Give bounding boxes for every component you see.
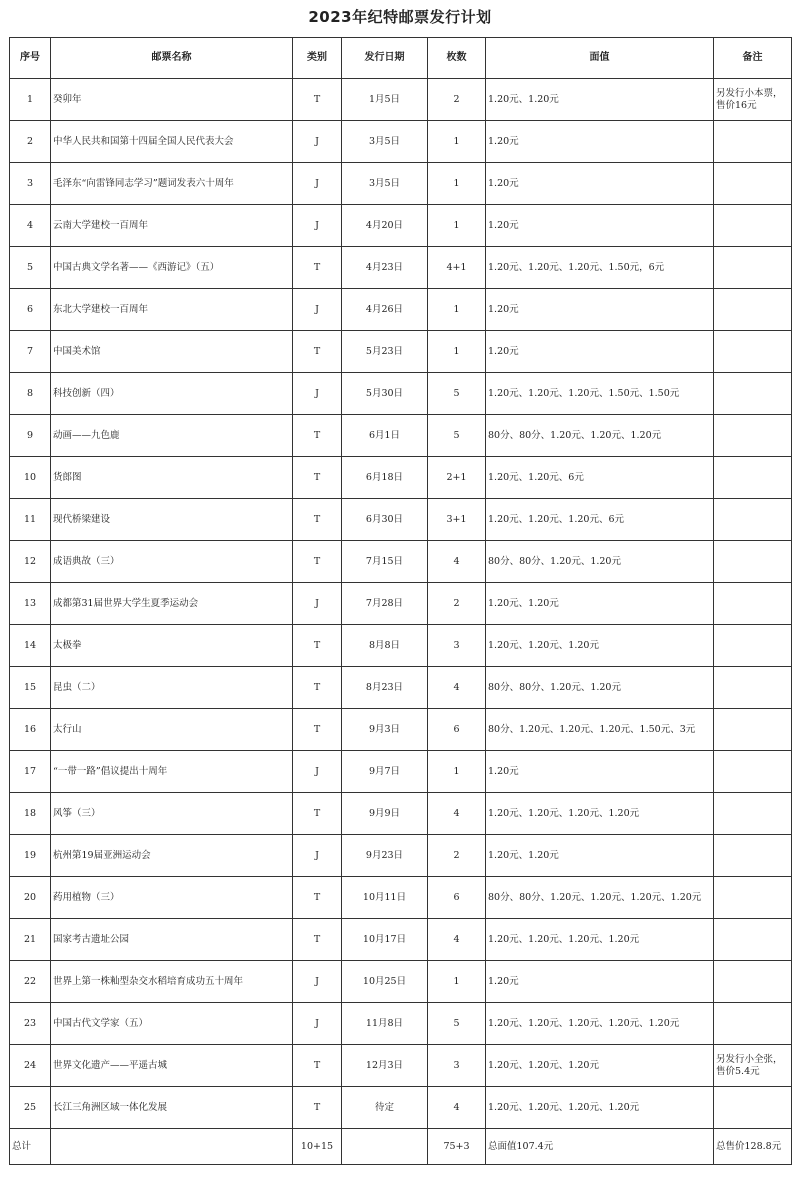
cell-issue-date: 4月23日 (342, 247, 428, 289)
cell-face-value: 1.20元、1.20元、1.20元、1.50元，6元 (486, 247, 714, 289)
cell-category: T (293, 499, 342, 541)
cell-category: J (293, 1003, 342, 1045)
cell-category: T (293, 331, 342, 373)
cell-remarks (714, 667, 792, 709)
cell-serial: 2 (10, 121, 51, 163)
cell-stamp-name: 货郎图 (51, 457, 293, 499)
cell-category: J (293, 373, 342, 415)
cell-remarks (714, 709, 792, 751)
cell-face-value: 1.20元 (486, 289, 714, 331)
table-row (10, 793, 792, 835)
cell-stamp-name: 世界文化遗产——平遥古城 (51, 1045, 293, 1087)
cell-serial: 13 (10, 583, 51, 625)
cell-serial: 25 (10, 1087, 51, 1129)
cell-count: 6 (428, 709, 486, 751)
cell-count: 5 (428, 1003, 486, 1045)
cell-issue-date: 4月20日 (342, 205, 428, 247)
cell-stamp-name: 成都第31届世界大学生夏季运动会 (51, 583, 293, 625)
cell-face-value: 1.20元、1.20元 (486, 835, 714, 877)
cell-remarks (714, 583, 792, 625)
cell-serial: 12 (10, 541, 51, 583)
cell-issue-date: 待定 (342, 1087, 428, 1129)
cell-stamp-name: 长江三角洲区域一体化发展 (51, 1087, 293, 1129)
table-row (10, 1003, 792, 1045)
cell-category: T (293, 457, 342, 499)
cell-face-value: 80分、1.20元、1.20元、1.20元、1.50元、3元 (486, 709, 714, 751)
cell-category: T (293, 79, 342, 121)
cell-category: J (293, 163, 342, 205)
cell-stamp-name: 药用植物（三） (51, 877, 293, 919)
header-face-value: 面值 (486, 38, 714, 79)
cell-face-value: 1.20元、1.20元、1.20元、1.20元 (486, 919, 714, 961)
total-date (342, 1129, 428, 1165)
cell-serial: 1 (10, 79, 51, 121)
cell-count: 3+1 (428, 499, 486, 541)
cell-category: J (293, 961, 342, 1003)
cell-category: T (293, 667, 342, 709)
cell-stamp-name: 中国美术馆 (51, 331, 293, 373)
table-row (10, 583, 792, 625)
table-row (10, 79, 792, 121)
cell-face-value: 1.20元 (486, 331, 714, 373)
table-row (10, 961, 792, 1003)
cell-serial: 16 (10, 709, 51, 751)
cell-face-value: 1.20元、1.20元、1.20元、1.20元、1.20元 (486, 1003, 714, 1045)
table-row (10, 247, 792, 289)
cell-face-value: 1.20元、1.20元、1.20元、1.50元、1.50元 (486, 373, 714, 415)
cell-face-value: 80分、80分、1.20元、1.20元 (486, 541, 714, 583)
cell-face-value: 1.20元、1.20元 (486, 583, 714, 625)
cell-face-value: 1.20元 (486, 205, 714, 247)
cell-category: J (293, 583, 342, 625)
table-row (10, 751, 792, 793)
total-face-value: 总面值107.4元 (486, 1129, 714, 1165)
table-row (10, 457, 792, 499)
cell-serial: 15 (10, 667, 51, 709)
cell-serial: 19 (10, 835, 51, 877)
cell-stamp-name: 太极拳 (51, 625, 293, 667)
cell-category: T (293, 877, 342, 919)
cell-remarks (714, 877, 792, 919)
cell-count: 2+1 (428, 457, 486, 499)
cell-remarks (714, 1003, 792, 1045)
cell-face-value: 1.20元、1.20元、1.20元、1.20元 (486, 1087, 714, 1129)
table-row (10, 415, 792, 457)
cell-category: J (293, 835, 342, 877)
cell-stamp-name: 中华人民共和国第十四届全国人民代表大会 (51, 121, 293, 163)
header-count: 枚数 (428, 38, 486, 79)
cell-count: 1 (428, 751, 486, 793)
cell-remarks (714, 625, 792, 667)
cell-serial: 23 (10, 1003, 51, 1045)
cell-face-value: 1.20元、1.20元、1.20元、1.20元 (486, 793, 714, 835)
cell-issue-date: 9月3日 (342, 709, 428, 751)
cell-remarks (714, 457, 792, 499)
header-stamp-name: 邮票名称 (51, 38, 293, 79)
cell-face-value: 1.20元 (486, 121, 714, 163)
cell-issue-date: 5月23日 (342, 331, 428, 373)
cell-face-value: 80分、80分、1.20元、1.20元、1.20元、1.20元 (486, 877, 714, 919)
header-serial: 序号 (10, 38, 51, 79)
cell-remarks (714, 205, 792, 247)
header-issue-date: 发行日期 (342, 38, 428, 79)
cell-count: 1 (428, 961, 486, 1003)
cell-remarks (714, 121, 792, 163)
cell-stamp-name: 昆虫（二） (51, 667, 293, 709)
table-row (10, 331, 792, 373)
cell-stamp-name: 东北大学建校一百周年 (51, 289, 293, 331)
cell-remarks (714, 835, 792, 877)
cell-stamp-name: 毛泽东“向雷锋同志学习”题词发表六十周年 (51, 163, 293, 205)
table-row (10, 121, 792, 163)
cell-category: J (293, 751, 342, 793)
cell-face-value: 1.20元、1.20元 (486, 79, 714, 121)
header-remarks: 备注 (714, 38, 792, 79)
cell-serial: 4 (10, 205, 51, 247)
cell-issue-date: 3月5日 (342, 163, 428, 205)
cell-remarks (714, 751, 792, 793)
cell-category: J (293, 205, 342, 247)
cell-category: T (293, 625, 342, 667)
cell-stamp-name: 科技创新（四） (51, 373, 293, 415)
cell-serial: 22 (10, 961, 51, 1003)
cell-count: 4 (428, 667, 486, 709)
cell-issue-date: 6月1日 (342, 415, 428, 457)
cell-serial: 24 (10, 1045, 51, 1087)
cell-issue-date: 9月7日 (342, 751, 428, 793)
table-row (10, 1087, 792, 1129)
cell-remarks (714, 961, 792, 1003)
cell-serial: 11 (10, 499, 51, 541)
cell-serial: 3 (10, 163, 51, 205)
cell-category: T (293, 247, 342, 289)
cell-count: 2 (428, 79, 486, 121)
table-row (10, 667, 792, 709)
table-row (10, 625, 792, 667)
cell-stamp-name: 世界上第一株籼型杂交水稻培育成功五十周年 (51, 961, 293, 1003)
cell-count: 1 (428, 163, 486, 205)
cell-serial: 8 (10, 373, 51, 415)
cell-count: 5 (428, 415, 486, 457)
cell-face-value: 1.20元 (486, 751, 714, 793)
cell-remarks (714, 415, 792, 457)
cell-stamp-name: 太行山 (51, 709, 293, 751)
cell-face-value: 80分、80分、1.20元、1.20元 (486, 667, 714, 709)
cell-category: T (293, 1087, 342, 1129)
cell-issue-date: 1月5日 (342, 79, 428, 121)
cell-issue-date: 8月8日 (342, 625, 428, 667)
cell-count: 3 (428, 625, 486, 667)
cell-category: T (293, 709, 342, 751)
cell-count: 1 (428, 331, 486, 373)
cell-issue-date: 4月26日 (342, 289, 428, 331)
total-remarks: 总售价128.8元 (714, 1129, 792, 1165)
cell-category: T (293, 415, 342, 457)
cell-category: T (293, 919, 342, 961)
cell-category: T (293, 793, 342, 835)
cell-stamp-name: 中国古代文学家（五） (51, 1003, 293, 1045)
cell-stamp-name: 成语典故（三） (51, 541, 293, 583)
cell-count: 1 (428, 205, 486, 247)
cell-stamp-name: 动画——九色鹿 (51, 415, 293, 457)
cell-category: J (293, 121, 342, 163)
cell-serial: 20 (10, 877, 51, 919)
cell-count: 4 (428, 1087, 486, 1129)
cell-issue-date: 7月15日 (342, 541, 428, 583)
total-count: 75+3 (428, 1129, 486, 1165)
cell-issue-date: 6月30日 (342, 499, 428, 541)
cell-issue-date: 6月18日 (342, 457, 428, 499)
cell-serial: 18 (10, 793, 51, 835)
cell-issue-date: 12月3日 (342, 1045, 428, 1087)
cell-issue-date: 11月8日 (342, 1003, 428, 1045)
cell-stamp-name: 现代桥梁建设 (51, 499, 293, 541)
cell-issue-date: 7月28日 (342, 583, 428, 625)
cell-issue-date: 9月9日 (342, 793, 428, 835)
cell-serial: 14 (10, 625, 51, 667)
total-name (51, 1129, 293, 1165)
table-row (10, 373, 792, 415)
table-row (10, 205, 792, 247)
cell-remarks: 另发行小本票，售价16元 (714, 79, 792, 121)
cell-count: 1 (428, 121, 486, 163)
cell-issue-date: 9月23日 (342, 835, 428, 877)
cell-serial: 21 (10, 919, 51, 961)
cell-stamp-name: 国家考古遗址公园 (51, 919, 293, 961)
cell-remarks (714, 289, 792, 331)
header-category: 类别 (293, 38, 342, 79)
cell-remarks (714, 541, 792, 583)
cell-issue-date: 8月23日 (342, 667, 428, 709)
cell-remarks (714, 331, 792, 373)
cell-face-value: 1.20元、1.20元、1.20元 (486, 625, 714, 667)
cell-face-value: 1.20元、1.20元、6元 (486, 457, 714, 499)
page-title: 2023年纪特邮票发行计划 (308, 8, 492, 26)
cell-serial: 6 (10, 289, 51, 331)
total-row (10, 1129, 792, 1165)
cell-face-value: 1.20元 (486, 163, 714, 205)
cell-face-value: 1.20元、1.20元、1.20元、6元 (486, 499, 714, 541)
cell-issue-date: 5月30日 (342, 373, 428, 415)
total-label: 总计 (10, 1129, 51, 1165)
cell-count: 4 (428, 541, 486, 583)
cell-category: T (293, 1045, 342, 1087)
cell-remarks: 另发行小全张，售价5.4元 (714, 1045, 792, 1087)
total-category: 10+15 (293, 1129, 342, 1165)
cell-remarks (714, 247, 792, 289)
cell-face-value: 80分、80分、1.20元、1.20元、1.20元 (486, 415, 714, 457)
cell-serial: 17 (10, 751, 51, 793)
table-row (10, 289, 792, 331)
cell-stamp-name: 中国古典文学名著——《西游记》（五） (51, 247, 293, 289)
cell-remarks (714, 919, 792, 961)
cell-category: T (293, 541, 342, 583)
cell-issue-date: 3月5日 (342, 121, 428, 163)
cell-count: 2 (428, 835, 486, 877)
cell-remarks (714, 1087, 792, 1129)
cell-remarks (714, 373, 792, 415)
cell-stamp-name: 杭州第19届亚洲运动会 (51, 835, 293, 877)
table-row (10, 163, 792, 205)
table-row (10, 877, 792, 919)
cell-count: 1 (428, 289, 486, 331)
table-row (10, 499, 792, 541)
cell-serial: 5 (10, 247, 51, 289)
table-row (10, 1045, 792, 1087)
cell-count: 4 (428, 793, 486, 835)
table-row (10, 541, 792, 583)
cell-stamp-name: 云南大学建校一百周年 (51, 205, 293, 247)
cell-issue-date: 10月17日 (342, 919, 428, 961)
cell-stamp-name: 癸卯年 (51, 79, 293, 121)
cell-count: 4 (428, 919, 486, 961)
cell-issue-date: 10月25日 (342, 961, 428, 1003)
cell-category: J (293, 289, 342, 331)
cell-remarks (714, 163, 792, 205)
cell-serial: 7 (10, 331, 51, 373)
stamp-issue-table (9, 37, 792, 1165)
cell-serial: 9 (10, 415, 51, 457)
table-row (10, 835, 792, 877)
cell-stamp-name: 风筝（三） (51, 793, 293, 835)
table-row (10, 919, 792, 961)
cell-count: 6 (428, 877, 486, 919)
table-row (10, 709, 792, 751)
cell-count: 3 (428, 1045, 486, 1087)
cell-face-value: 1.20元 (486, 961, 714, 1003)
table-header-row (10, 38, 792, 79)
cell-stamp-name: “一带一路”倡议提出十周年 (51, 751, 293, 793)
cell-remarks (714, 793, 792, 835)
cell-issue-date: 10月11日 (342, 877, 428, 919)
cell-count: 4+1 (428, 247, 486, 289)
cell-count: 2 (428, 583, 486, 625)
cell-count: 5 (428, 373, 486, 415)
cell-remarks (714, 499, 792, 541)
cell-serial: 10 (10, 457, 51, 499)
cell-face-value: 1.20元、1.20元、1.20元 (486, 1045, 714, 1087)
